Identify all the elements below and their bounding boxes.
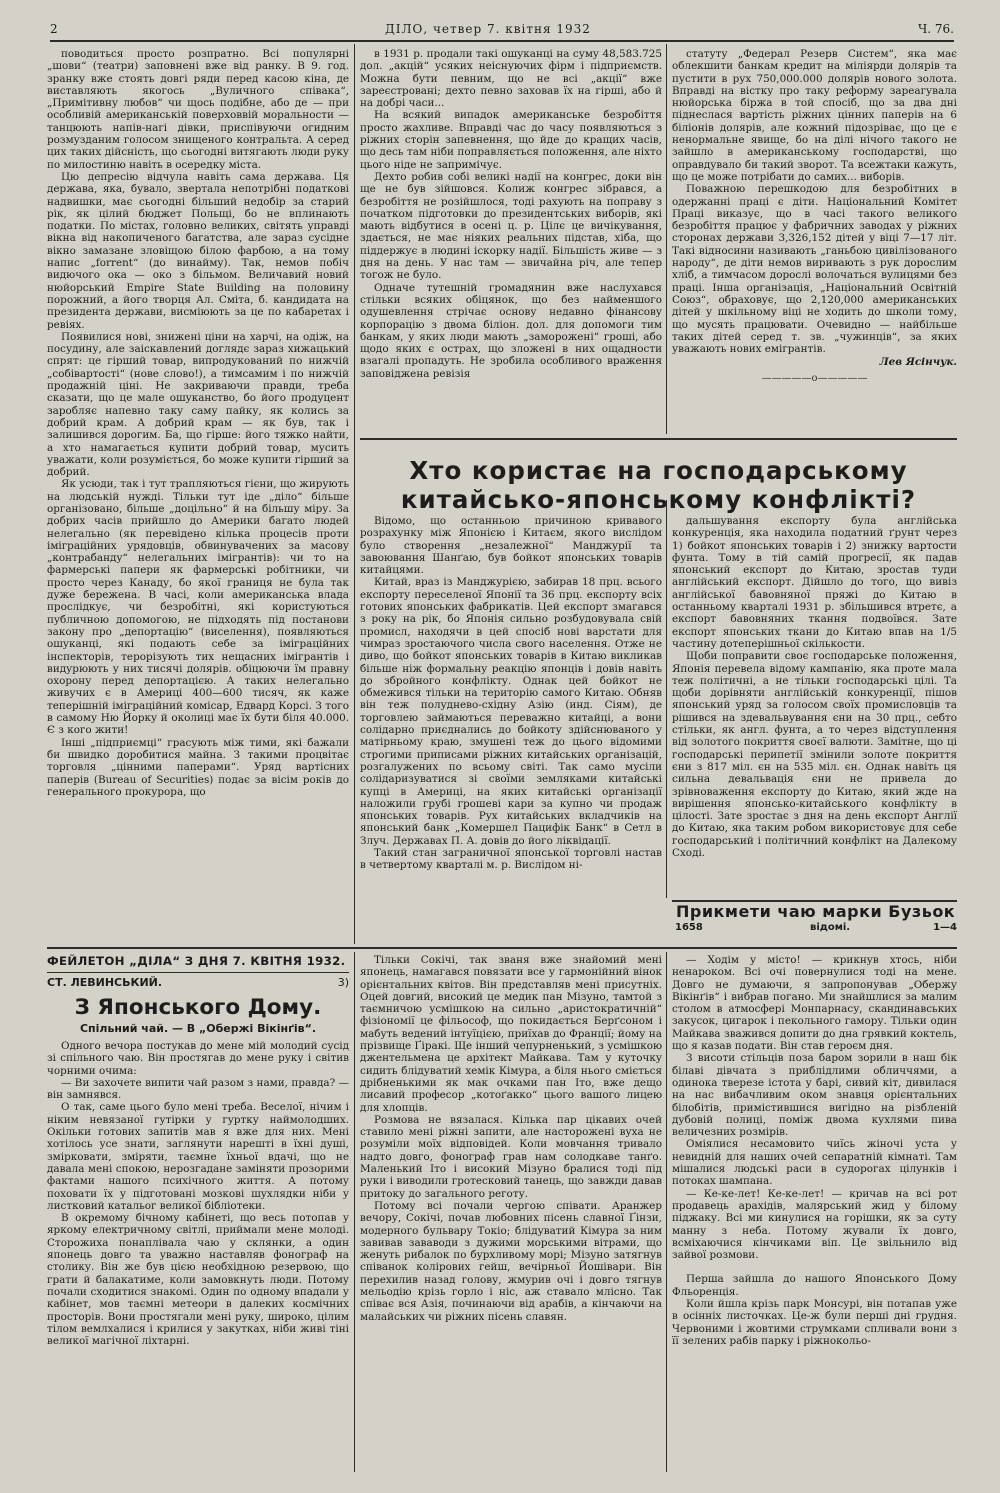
conflict-article-left bbox=[360, 515, 662, 933]
headline-line-1: Хто користає на господарському bbox=[409, 456, 908, 485]
column-rule bbox=[666, 500, 667, 898]
article-column-2 bbox=[360, 48, 662, 434]
conflict-article-right bbox=[672, 515, 957, 895]
paragraph: дальшування експорту була англійська конкуренція, яка находила податний ґрунт через 1) бойкот японських товарів і 2) знижку вартости фунта. Тому в тій самій прогресії, як падав японський експорт до Китаю, зростав туди англійський експорт. Дійшло до того, що вивіз англійської бавовняної пряжі до Китаю в останньому кварталі 1931 р. збільшився втретє, а експорт бавовняних ткання подвоївся. Зате експорт японських ткани до Китаю впав на 1/5 частину дотеперішньої скількости. bbox=[672, 515, 957, 650]
paragraph: Розмова не вязалася. Кілька пар цікавих очей ставило мені ріжні запити, але насторожені вуха не розуміли моїх відповідей. Коли мовчання тривало надто довго, фонограф грав нам солодкаве танґо. Маленький Іто і високий Мізуно бралися тоді під руки і виводили гротесковий танець, що завжди давав притоку до загального реготу. bbox=[360, 1113, 662, 1200]
paragraph: — Ходім у місто! — крикнув хтось, ніби ненароком. Всі очі повернулися тоді на мене. Довго не думаючи, я запропонував „Обержу Вікінґів“ і вибрав погано. Ми знайшлися за малим столом в атмосфері Монпарнасу, скандинавських закусок, цигарок і пекольного гамору. Тільки один Майкава зважився допити до дна грявкий коктель, що я казав подати. Він став героєм дня. bbox=[672, 954, 957, 1053]
paragraph: Поважною перешкодою для безробітних в одержанні праці є діти. Національний Комітет Праці виказує, що в часі такого великого безробіття працює у фабричних заводах у ріжних сторонах держави 3,326,152 дітей у віці 7—17 літ. Такі відносини називають „ганьбою цивілізованого народу“, де діти немов виривають з рук дорослим хліб, а тимчасом дорослі волочаться вулицями без праці. Інша організація, „Національний Освітній Союз“, обраховує, що 2,120,000 американських дітей у шкільному віці не ходить до школи тому, що мусять працювати. Очевидно — найбільше таких дітей серед т. зв. „чужинців“, за яких уважають нових емігрантів. bbox=[672, 183, 957, 356]
section-rule bbox=[360, 438, 957, 440]
ad-number: 1658 bbox=[675, 922, 703, 933]
paragraph: З висоти стільців поза баром зорили в наш бік білаві дівчата з приблідлими обличчями, а одинока тверезе істота у барі, сивий кіт, дивилася на нас вибачливим оком знавця орієнтальних білобітів, примістившися вигідно на різбленій дубовій полиці, поміж двома кухлями пива величезних розмірів. bbox=[672, 1052, 957, 1139]
paragraph: Дехто робив собі великі надії на конгрес, доки він ще не був зійшовся. Колиж конгрес зібрався, а безробіття не розійшлося, тоді рахують на поправу з початком підготовки до президентських виборів, які мають відбутися в осені ц. р. Цілє це вичікування, здається, не має ніяких реальних підстав, хіба, що піддержує в людині іскорку надії. Більшість живе — з дня на день. У нас там — звичайна річ, але тепер тогож не було. bbox=[360, 170, 662, 282]
feuilleton-header: ФЕЙЛЕТОН „ДІЛА“ З ДНЯ 7. КВІТНЯ 1932. bbox=[47, 954, 349, 973]
paragraph: статуту „Федерал Резерв Систем“, яка має облекшити банкам кредит на міліярди долярів та пустити в рух 750,000.000 долярів нового золота. Вправді на вістку про таку реформу зареагувала нюйорська біржа в той спосіб, що за два дні піднеслася вартість ріжних цінних паперів на 6 біліонів долярів, але кожний підозріває, що це є ненормальне явище, бо на ділі нічого такого не зайшло в американському господарстві, що оправдувало би такий зворот. Та всежтаки кажуть, що це може потрібати до самих... виборів. bbox=[672, 48, 957, 183]
feuilleton-byline bbox=[47, 976, 349, 994]
headline-line-2: китайсько-японському конфлікті? bbox=[400, 485, 917, 514]
article-column-1 bbox=[47, 48, 349, 940]
paragraph: Цю депресію відчула навіть сама держава. Ця держава, яка, бувало, звертала непотрібні податкові надвишки, має сьогодні більший недобір за старий рік, як цілий бюджет Польщі, бо не вплинають податки. По містах, головно великих, світять управді вікна від накопиченого багатства, але зараз сусідне вікно замазане зловіщою білою фарбою, а на тому напис „forrent“ (до винайму). Так, немов побіч видючого ока — око з більмом. Величавий новий нюйорський Empire State Building на половину порожний, а його творця Ал. Сміта, б. кандидата на президента держави, висміюють за це по кабаретах і ревіях. bbox=[47, 170, 349, 331]
article-headline bbox=[360, 456, 957, 514]
feuilleton-subtitle: Спільний чай. — В „Обержі Вікінґів“. bbox=[79, 1022, 317, 1035]
feuilleton-author: СТ. ЛЕВИНСЬКИЙ. bbox=[47, 976, 163, 989]
paragraph: Щоби поправити своє господарське положення, Японія перевела відому кампанію, яка проте мала теж політичні, а не тільки господарські цілі. Та щоби дорівняти англійській конкуренції, пішов японський уряд за голосом своїх промисловців та рішився на здевальвування єни на 30 прц., себто стільки, як англ. фунта, а то через відступлення від золотого покриття своєї валюти. Замітне, що ці господарські перипетії змінили золоте покриття єни з 817 міл. єн на 535 міл. єн. Однак навіть ця сильна девальвація єни не привела до зрівноваження експорту до Китаю, який жде на вирішення японсько-китайського конфлікту в цілості. Зате зростає з дня на день експорт Англії до Китаю, яка таким робом використовує для себе господарський і політичний конфлікт на Далекому Сході. bbox=[672, 650, 957, 860]
column-rule bbox=[354, 44, 355, 944]
paragraph: Інші „підприємці“ грасують між тими, які бажали би швидко доробитися майна. З такими процвітає торговля „цінними паперами“. Уряд вартісних паперів (Bureau of Securities) подає за вісім років до генерального прокурора, що bbox=[47, 736, 349, 798]
ad-title: Прикмети чаю марки Бузьок bbox=[676, 902, 956, 921]
feuilleton-title: З Японського Дому. bbox=[74, 995, 322, 1020]
column-rule bbox=[666, 952, 667, 1472]
paragraph: — Ви захочете випити чай разом з нами, правда? — він замнявся. bbox=[47, 1076, 349, 1102]
paragraph: Відомо, що останньою причиною кривавого розрахунку між Японією і Китаєм, якого вислідом було створення „незалежної“ Манджурії та завоювання Шанґаю, був бойкот японських товарів китайцями. bbox=[360, 515, 662, 577]
paragraph: в 1931 р. продали такі ошуканці на суму 48,583.725 дол. „акцій“ усяких неіснуючих фірм і підприємств. Можна бути певним, що не всі „акції“ вже зареєстровані; дехто певно заховав їх на гірші, або й на добрі часи... bbox=[360, 48, 662, 110]
masthead-title: ДІЛО, четвер 7. квітня 1932 bbox=[385, 22, 591, 36]
paragraph: Одного вечора постукав до мене мій молодий сусід зі спільного чаю. Він простягав до мене руку і світив чорними очима: bbox=[47, 1040, 349, 1077]
feuilleton-column-1 bbox=[47, 1040, 349, 1478]
issue-number: Ч. 76. bbox=[918, 22, 954, 36]
feuilleton-part: 3) bbox=[337, 976, 349, 989]
column-rule bbox=[666, 44, 667, 434]
paragraph: В окремому бічному кабінеті, що весь потопав у яркому електричному світлі, приймали мене молоді. Сторожиха понаплівала чаю у склянки, а один японець довго та уважно наставляв фонограф на столику. Він же був цією необхідною резервою, що грати й балакатиме, коли замовкнуть люди. Потому почали сходитися знакомі. Один по одному впадали у кабінет, мов таємні метеори в далеких космічних просторів. Вони простягали мені руку, широко, цілим тілом вемлхалися і кри​лися у закутках, ніби живі тіні великої магічної ліхтарні. bbox=[47, 1212, 349, 1348]
paragraph: На всякий випадок американське безробіття просто жахливе. Вправді час до часу появляються з ріжних сторін запевнення, що йде до кращих часів, що десь там ніби поправляється положення, але ніхто цього ніде не запримічує. bbox=[360, 109, 662, 171]
paragraph: Такий стан заграничної японської торговлі настав в четвертому кварталі м. р. Вислідом ні- bbox=[360, 847, 662, 872]
paragraph: Коли йшла крізь парк Монсурі, він потапав уже в осінніх листочках. Це-ж були перші дні грудня. Червоними і жовтими струмками спливали вони з її зелених рабів парку і ріжнокольо- bbox=[672, 1298, 957, 1347]
paragraph: Одначе тутешній громадянин вже наслухався стільки всяких обіцянок, що без найменшого одушевлення стрічає основу недавно фінансову корпорацію з двома біліон. дол. для допомоги тим банкам, у яких люди мають „заморожені“ гроші, або щодо яких є остраx, що зложені в них ощадности взагалі пропадуть. Не зробила особливого враження заповіджена ревізія bbox=[360, 281, 662, 380]
article-column-3 bbox=[672, 48, 957, 434]
feuilleton-column-2 bbox=[360, 954, 662, 1478]
feuilleton-column-3 bbox=[672, 954, 957, 1478]
paragraph: поводиться просто розпратно. Всі популярні „шови“ (театри) заповнені вже від ранку. В 9. год. зранку вже стоять довгі ряди перед касою кіна, де виставляють якогось „Вуличного співака“, „Примітивну любов“ чи щось подібне, або де — при особливій американській поверховвій моральности — танцюють напів-нагі дівки, приспівуючи огидним розмузданим голосом знищеного контральта. А серед цих таких дійсність, що сьогодні витягають люди руку по милостиню навіть в осередку міста. bbox=[47, 48, 349, 171]
paragraph: Китай, враз із Манджурією, забирав 18 прц. всього експорту переселеної Японії та 36 прц. експорту всіх готових японських фабрикатів. Цей експорт змагався з року на рік, бо Японія сильно розбудовувала свій промисл, находячи в цей спосіб нові варстати для чимраз зростаючого числа свого населення. Отже не диво, що бойкот японських товарів в Китаю викликав більше ніж формальну реакцію японців і довів навіть до збройного конфлікту. Однак цей бойкот не обмежився тільки на територію самого Китаю. Обняв він теж полудн​ево-східну Азію (инд. Сіям), де торговлею займаються переважно китайці, а вони солідарно приєднались до бойкоту здійснюваного у матірньому краю, змушені теж до цього відомими строгими приписами ріжних китайських організацій, розгалужених по всьому світі. Так само мусіли солідаризуватися зі своїми земляками китайські купці в Америці, на яких китайські організації наложили грубі грошеві кари за купно чи продаж японських товарів. Рух китайських вкладчиків на японський банк „Комершел Пацифік Банк“ в Сетл в Злуч. Державах П. А. довів до його ліквідації. bbox=[360, 576, 662, 847]
paragraph: Оміялися несамовито чиїсь жіночі уста у невидній для наших очей сепаратній кімнаті. Там мішалися людські раси в судорогах цілунків і потоках шампана. bbox=[672, 1138, 957, 1188]
paragraph: Як усюди, так і тут трапляються гієни, що жирують на людській нужді. Тільки тут іде „діло“ більше організовано, більше „доцільно“ й на більшу міру. За добрих часів прийшло до Америки багато людей нелегально (як перевідено кілька процесів проти іміграційних урядовців, обвинувачених за масову „контрабанду“ нелегальних імігрантів): чи то на фармерські папери як фармерські робітники, чи просто через Канаду, бо якої границя не була так дуже бережена. В часі, коли американська влада прослідкує, чи безробітні, які користуються публичною допомогою, не підходять під постанови закону про „депортацію“ (виселення), появляються ошуканці, які подають себе за іміграційних інспекторів, терорізують тих нещасних імігрантів і видурюють у них тисячі долярів. обіцюючи їм правну охорону перед депортацією. А таких нелегально живучих є в Америці 400—600 тисяч, як каже теперішній іміграційний комісар, Едвард Корсі. З того в самому Ню Йорку й околиці має їх бути біля 40.000. Є з кого жити! bbox=[47, 478, 349, 737]
tea-advertisement bbox=[672, 900, 957, 942]
column-rule bbox=[354, 952, 355, 1472]
ad-reference: 1—4 bbox=[933, 922, 957, 933]
feuilleton-rule bbox=[47, 947, 957, 949]
paragraph: — Ке-ке-лет! Ке-ке-лет! — кричав на всі рот продавець арахідів, малярський жид у білому піджаку. Всі ми кинулися на горішки, як за суту манну з неба. Потому жували їх довго, всміхаючися кінчиками віп. Це звільнило від зайвої розмови. bbox=[672, 1187, 957, 1262]
paragraph: О так, саме цього було мені треба. Веселої, нічим і ніким невязаної гутірки у гуртку наймолодших. Окільки готових запитів мав я вже для них. Мені хотілось усе знати, заглянути нарешті в їхні душі, змірковати, зміряти, таємне їхньої вдачі, що не давала мені спокою, нерозгадане заміняти прозорими фактами нашого психічного життя. А потому поховати їх у підготовані мозкові шухлядки ніби у листковий катальог великої бібліотеки. bbox=[47, 1101, 349, 1212]
ad-subtitle: відомі. bbox=[810, 922, 851, 933]
paragraph: Потому всі почали чергою співати. Аранжер вечору, Сокічі, почав любовних пісень славної Ґінзи, модерного бульвару Токіо; блідуватий Кімура за ним завивав зававоди з дужими морськими вітрами, що женуть рибалок по бурхливому морі; Мізуно затягнув співанок колірових гейш, вечірньої Йошівари. Він перехилив назад голову, жмурив очі і довго тягнув мельодію крізь горло і ніс, аж ставало млісно. Так співає вся Азія, починаючи від арабів, а кінчаючи на малайських чи ріжних пісень славян. bbox=[360, 1199, 662, 1323]
page-number: 2 bbox=[50, 22, 58, 36]
masthead bbox=[50, 22, 954, 42]
paragraph: Перша зайшла до нашого Японського Дому Фльоренція. bbox=[672, 1273, 957, 1298]
paragraph: Появилися нові, знижені ціни на харчі, на одіж, на посудину, але заіскавлений доглядє зараз хижацький спрят: це гірший товар, випродукований по нижчій „собівартості“ (нове слово!), а тимсамим і по нижчій продажній ціні. Не закриваючи правди, треба сказати, що це мале ошуканство, бо його продуцент заробляє напевно таку саму пайку, як колись за добрий крам. А добрий крам — як був, так і залишився дорогим. Ба, що гірше: його тяжко найти, а хто намагається купити добрий товар, мусить уважати, коли розуміється, бо може купити гірший за добрий. bbox=[47, 330, 349, 479]
paragraph: Тільки Сокічі, так званя вже знайомий мені японець, намагався повязати все у гармонійний вінок орієнтальних квітов. Він представляв мені присутніх. Оцей довгий, високий це медик пан Мізуно, тамтой з таємничою усмішкою на сильно „аристократичній“ фізіономії це фільософ, що покидається Берґсоном і мабуть ведений інтуїцією, приїхав до Франції; йому на прізвище Ґіракі. Ще інший чепурненький, з усмішкою джентельмена це архітект Майкава. Там у куточку сидить блідуватий хемік Кімура, а біля нього сміється дрібненькими як мак очками пан Іто, вже дещо лисавий професор „котоґакко“ цього вашого лицею для хлопців. bbox=[360, 954, 662, 1114]
author-signature: Лев Ясінчук. bbox=[879, 356, 957, 369]
ornament-divider: —————o————— bbox=[761, 372, 868, 384]
